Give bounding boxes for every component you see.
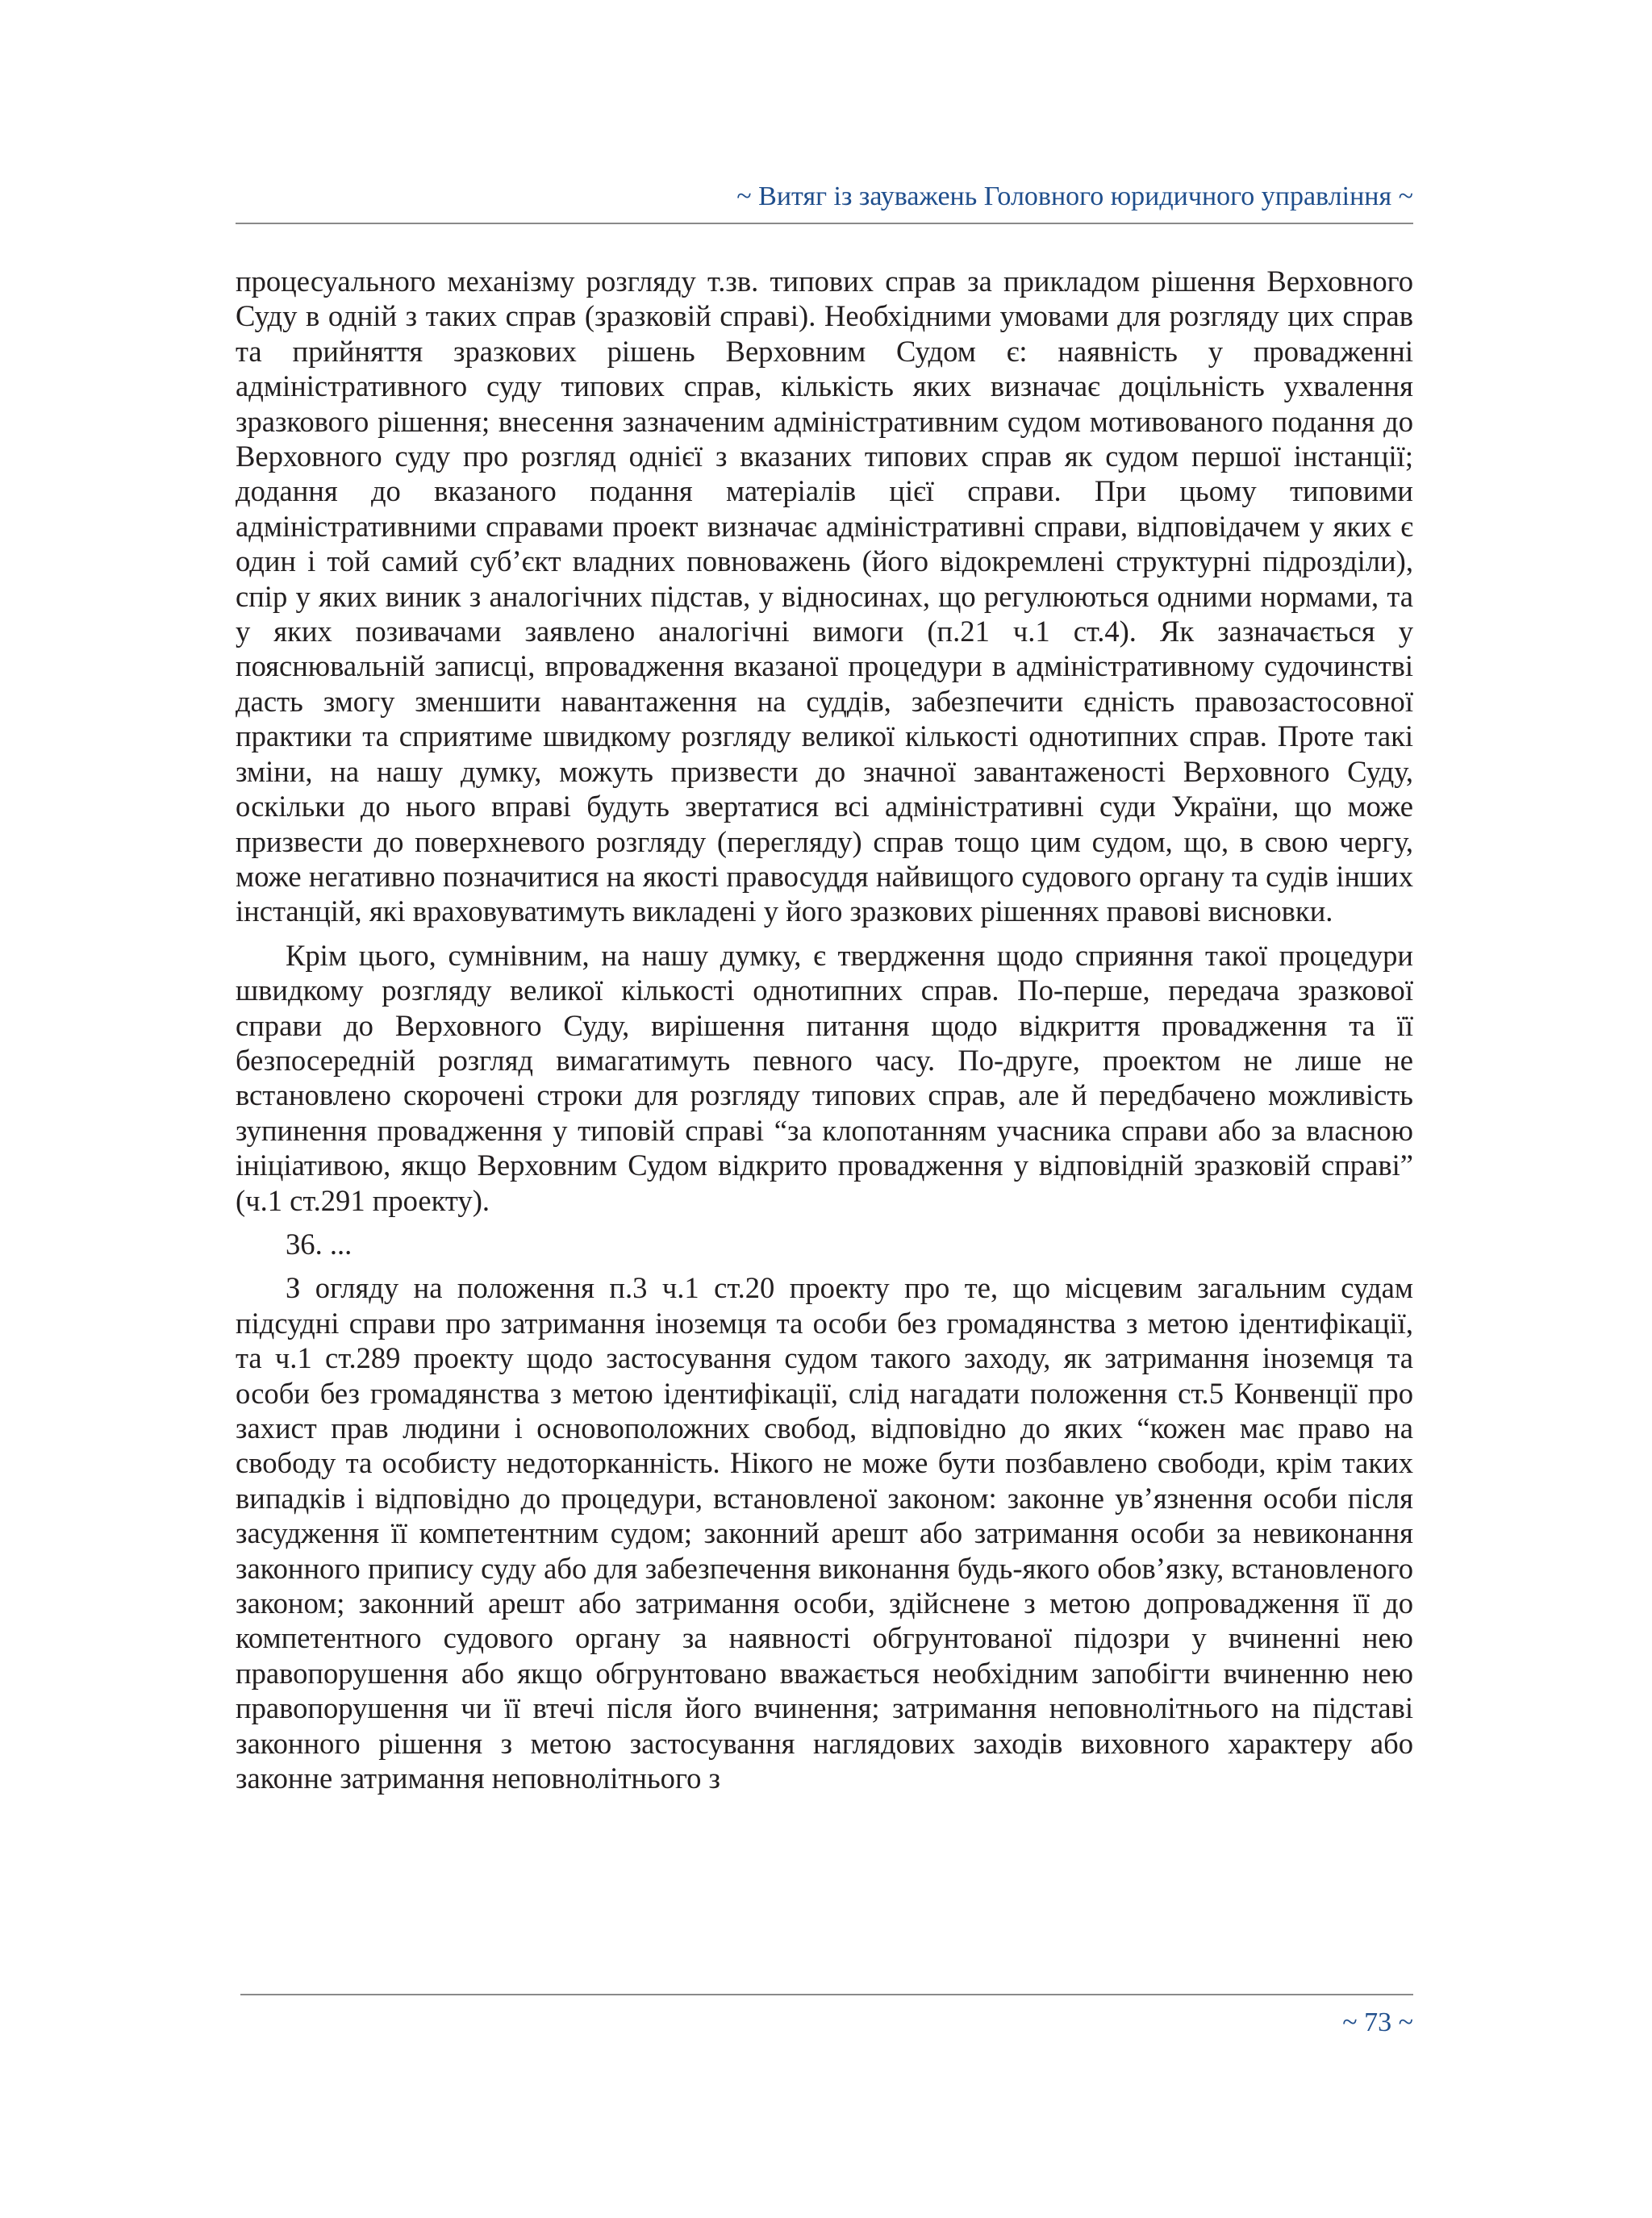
footer-divider bbox=[240, 1994, 1413, 1995]
body-paragraph-3: З огляду на положення п.3 ч.1 ст.20 проекту про те, що місцевим загальним судам підсудні справи про затримання іноземця та особи без громадянства з метою ідентифікації, та ч.1 ст.289 проекту щодо застосування судом такого заходу, як затримання іноземця та особи без громадянства з метою ідентифікації, слід нагадати положення ст.5 Конвенції про захист прав людини і основоположних свобод, відповідно до яких “кожен має право на свободу та особисту недоторканність. Нікого не може бути позбавлено свободи, крім таких випадків і відповідно до процедури, встановленої законом: законне ув’язнення особи після засудження її компетентним судом; законний арешт або затримання особи за невиконання законного припису суду або для забезпечення виконання будь-якого обов’язку, встановленого законом; законний арешт або затримання особи, здійснене з метою допровадження її до компетентного судового органу за наявності обгрунтованої підозри у вчиненні нею правопорушення або якщо обгрунтовано вважається необхідним запобігти вчиненню нею правопорушення чи її втечі після його вчинення; затримання неповнолітнього на підставі законного рішення з метою застосування наглядових заходів виховного характеру або законне затримання неповнолітнього з bbox=[236, 1271, 1413, 1795]
running-header: ~ Витяг із зауважень Головного юридичного управління ~ bbox=[736, 181, 1413, 211]
item-number-36: 36. ... bbox=[286, 1227, 353, 1261]
header-divider bbox=[236, 223, 1413, 224]
page-body bbox=[236, 264, 1413, 1795]
body-paragraph-1: процесуального механізму розгляду т.зв. типових справ за прикладом рішення Верховного Суду в одній з таких справ (зразковій справі). Необхідними умовами для розгляду цих справ та прийняття зразкових рішень Верховним Судом є: наявність у провадженні адміністративного суду типових справ, кількість яких визначає доцільність ухвалення зразкового рішення; внесення зазначеним адміністративним судом мотивованого подання до Верховного суду про розгляд однієї з вказаних типових справ як судом першої інстанції; додання до вказаного подання матеріалів цієї справи. При цьому типовими адміністративними справами проект визначає адміністративні справи, відповідачем у яких є один і той самий суб’єкт владних повноважень (його відокремлені структурні підрозділи), спір у яких виник з аналогічних підстав, у відносинах, що регулюються одними нормами, та у яких позивачами заявлено аналогічні вимоги (п.21 ч.1 ст.4). Як зазначається у пояснювальній записці, впровадження вказаної процедури в адміністративному судочинстві дасть змогу зменшити навантаження на суддів, забезпечити єдність правозастосовної практики та сприятиме швидкому розгляду великої кількості однотипних справ. Проте такі зміни, на нашу думку, можуть призвести до значної завантаженості Верховного Суду, оскільки до нього вправі будуть звертатися всі адміністративні суди України, що може призвести до поверхневого розгляду (перегляду) справ тощо цим судом, що, в свою чергу, може негативно позначитися на якості правосуддя найвищого судового органу та судів інших інстанцій, які враховуватимуть викладені у його зразкових рішеннях правові висновки. bbox=[236, 265, 1413, 928]
body-paragraph-2: Крім цього, сумнівним, на нашу думку, є твердження щодо сприяння такої процедури швидкому розгляду великої кількості однотипних справ. По-перше, передача зразкової справи до Верховного Суду, вирішення питання щодо відкриття провадження та її безпосередній розгляд вимагатимуть певного часу. По-друге, проектом не лише не встановлено скорочені строки для розгляду типових справ, але й передбачено можливість зупинення провадження у типовій справі “за клопотанням учасника справи або за власною ініціативою, якщо Верховним Судом відкрито провадження у відповідній зразковій справі” (ч.1 ст.291 проекту). bbox=[236, 938, 1413, 1217]
page-number: ~ 73 ~ bbox=[1342, 2007, 1413, 2037]
